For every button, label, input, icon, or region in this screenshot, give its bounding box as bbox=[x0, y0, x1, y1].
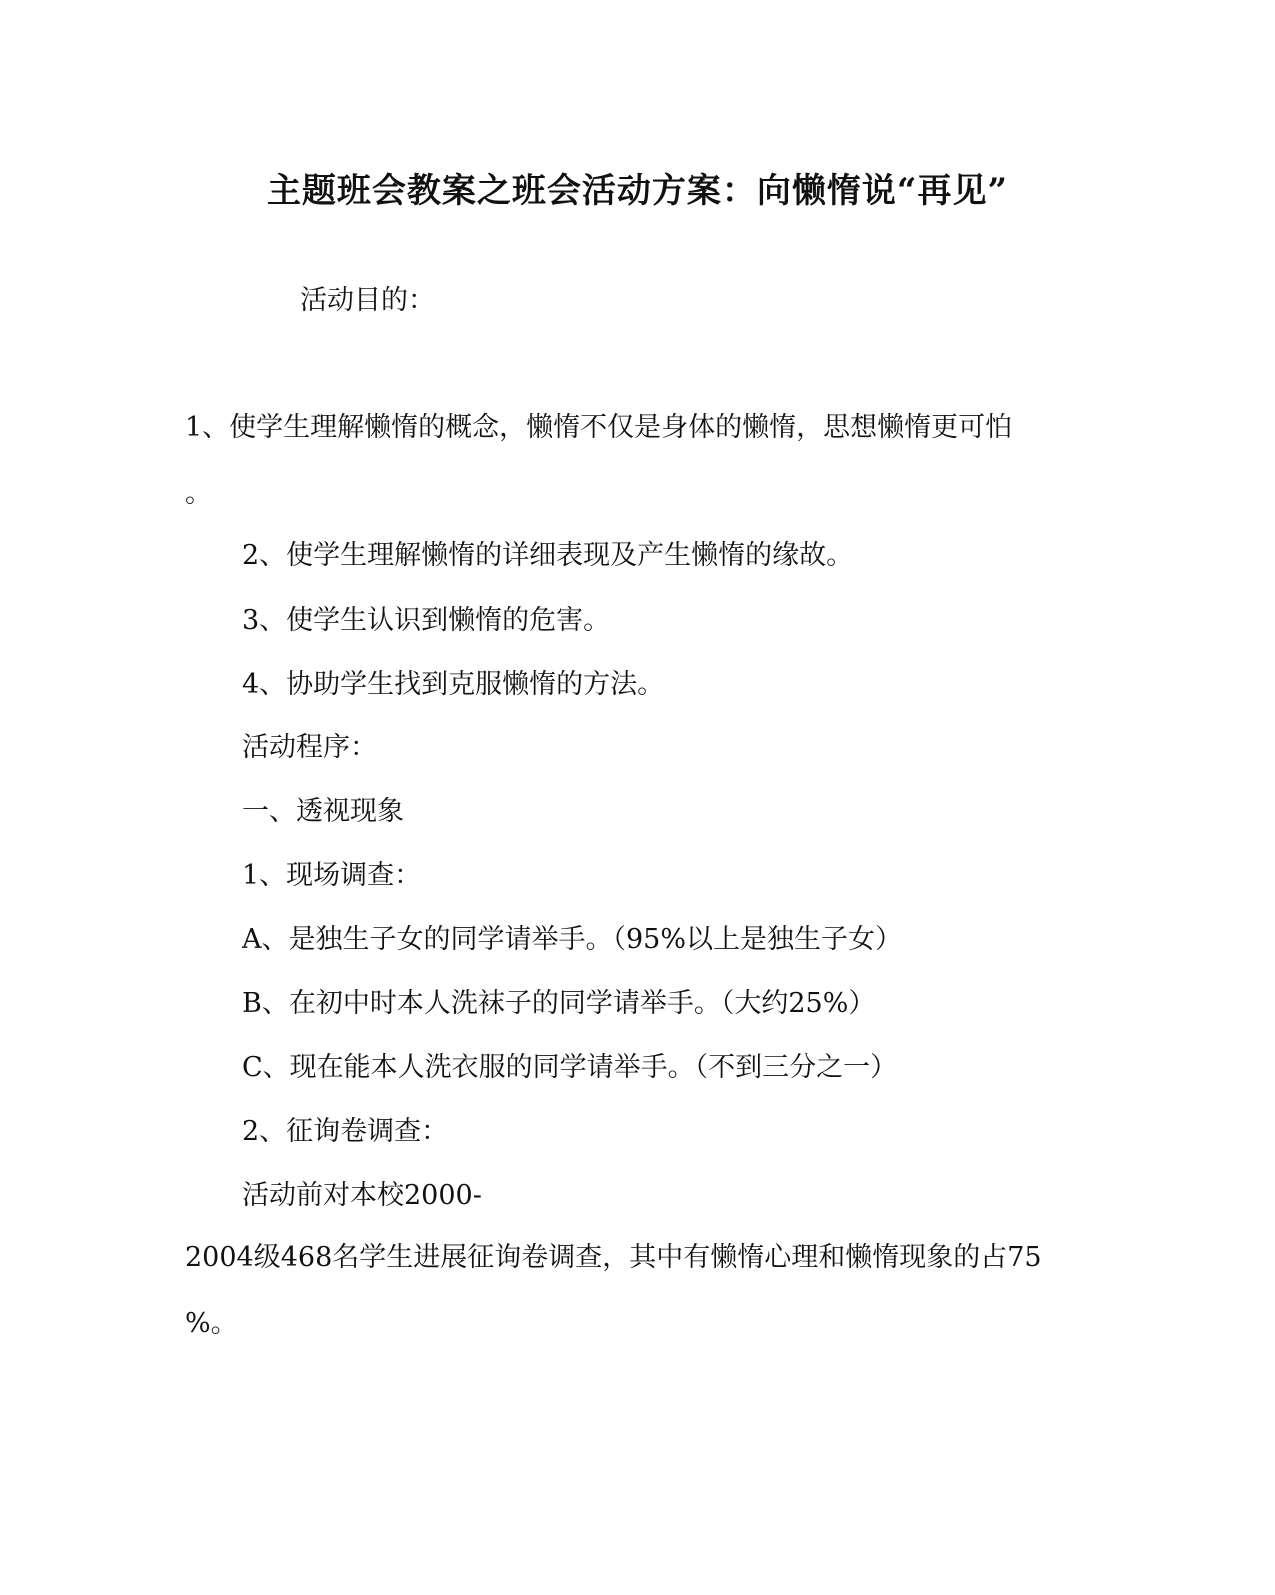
purpose-item-1-line-1: 1、使学生理解懒惰的概念，懒惰不仅是身体的懒惰，思想懒惰更可怕 bbox=[185, 412, 1013, 443]
purpose-item-1-line-2: 。 bbox=[185, 478, 212, 509]
section-1-heading: 一、透视现象 bbox=[242, 796, 404, 827]
purpose-heading: 活动目的： bbox=[300, 285, 435, 316]
survey-2-line-3: %。 bbox=[185, 1308, 238, 1339]
survey-2-line-1: 活动前对本校2000- bbox=[242, 1180, 482, 1211]
document-title: 主题班会教案之班会活动方案：向懒惰说“再见” bbox=[266, 171, 1009, 211]
survey-2-line-2: 2004级468名学生进展征询卷调查，其中有懒惰心理和懒惰现象的占75 bbox=[185, 1242, 1042, 1273]
survey-1-item-a: A、是独生子女的同学请举手。（95%以上是独生子女） bbox=[242, 924, 903, 955]
purpose-item-3: 3、使学生认识到懒惰的危害。 bbox=[242, 605, 611, 636]
survey-2-heading: 2、征询卷调查： bbox=[242, 1116, 449, 1147]
procedure-heading: 活动程序： bbox=[242, 732, 377, 763]
survey-1-item-b: B、在初中时本人洗袜子的同学请举手。（大约25%） bbox=[242, 988, 876, 1019]
survey-1-heading: 1、现场调查： bbox=[242, 860, 422, 891]
purpose-item-4: 4、协助学生找到克服懒惰的方法。 bbox=[242, 669, 665, 700]
purpose-item-2: 2、使学生理解懒惰的详细表现及产生懒惰的缘故。 bbox=[242, 540, 854, 571]
survey-1-item-c: C、现在能本人洗衣服的同学请举手。（不到三分之一） bbox=[242, 1052, 898, 1083]
